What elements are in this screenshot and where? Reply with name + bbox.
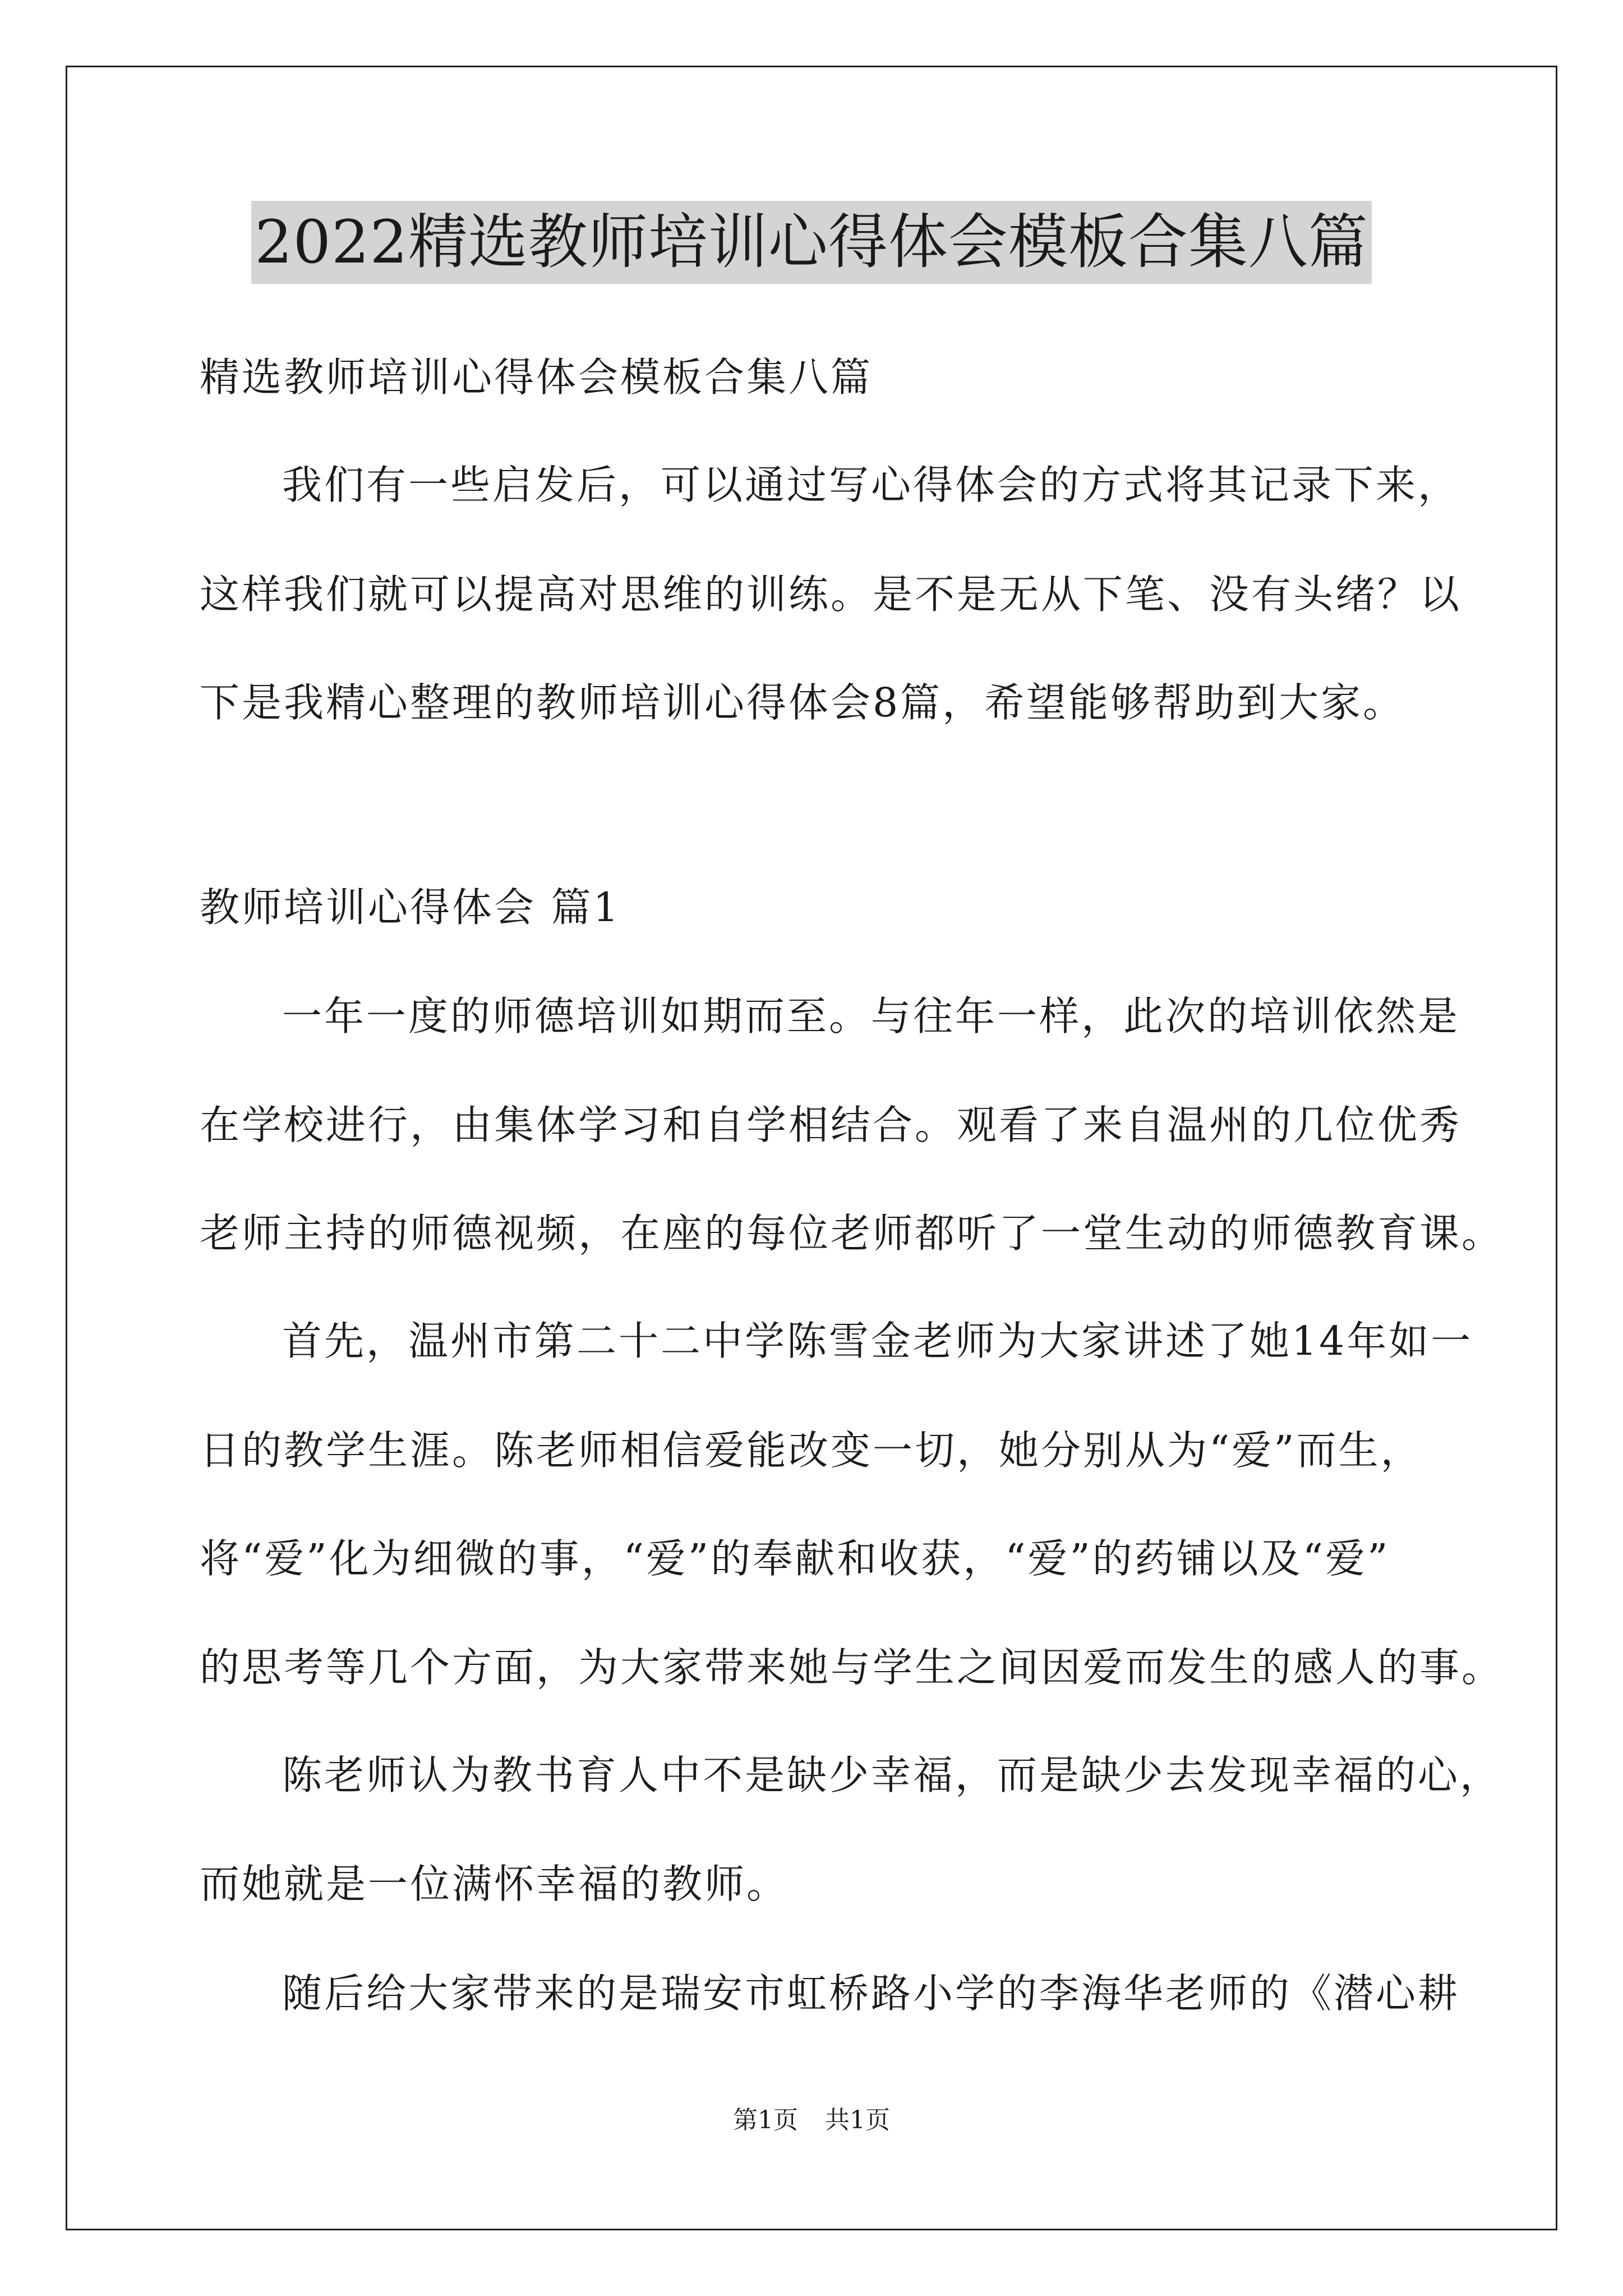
page-number: 第1页	[733, 2106, 798, 2134]
page-total: 共1页	[825, 2106, 890, 2134]
section-heading: 教师培训心得体会 篇1	[200, 884, 621, 931]
paragraph-line: 随后给大家带来的是瑞安市虹桥路小学的李海华老师的《潜心耕	[282, 1970, 1460, 2017]
paragraph-line: 陈老师认为教书育人中不是缺少幸福，而是缺少去发现幸福的心，	[282, 1752, 1502, 1798]
paragraph-line: 首先，温州市第二十二中学陈雪金老师为大家讲述了她14年如一	[282, 1318, 1473, 1364]
paragraph-line: 老师主持的师德视频，在座的每位老师都听了一堂生动的师德教育课。	[200, 1210, 1504, 1257]
title-container	[0, 201, 1623, 284]
paragraph-line: 一年一度的师德培训如期而至。与往年一样，此次的培训依然是	[282, 993, 1460, 1039]
paragraph-line: 而她就是一位满怀幸福的教师。	[200, 1861, 789, 1907]
intro-line: 下是我精心整理的教师培训心得体会8篇，希望能够帮助到大家。	[200, 679, 1405, 726]
document-title: 2022精选教师培训心得体会模板合集八篇	[251, 201, 1372, 284]
intro-line: 我们有一些启发后，可以通过写心得体会的方式将其记录下来，	[282, 462, 1460, 508]
paragraph-line: 的思考等几个方面，为大家带来她与学生之间因爱而发生的感人的事。	[200, 1644, 1504, 1691]
page-footer	[0, 2104, 1623, 2137]
intro-line: 这样我们就可以提高对思维的训练。是不是无从下笔、没有头绪？以	[200, 571, 1462, 618]
paragraph-line: 在学校进行，由集体学习和自学相结合。观看了来自温州的几位优秀	[200, 1102, 1462, 1148]
paragraph-line: 日的教学生涯。陈老师相信爱能改变一切，她分别从为“爱”而生，	[200, 1427, 1423, 1474]
subtitle: 精选教师培训心得体会模板合集八篇	[200, 354, 873, 401]
paragraph-line: 将“爱”化为细微的事，“爱”的奉献和收获，“爱”的药铺以及“爱”	[200, 1535, 1390, 1582]
